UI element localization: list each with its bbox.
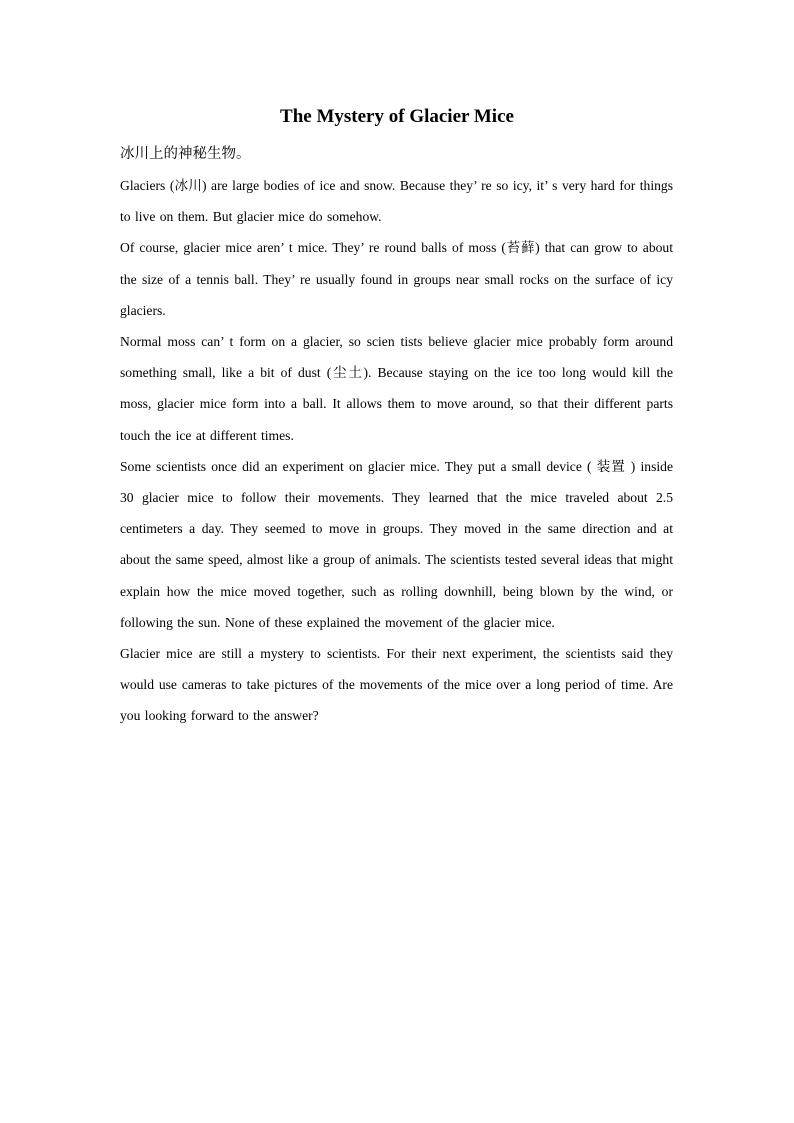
paragraph-5: Glacier mice are still a mystery to scientists. For their next experiment, the scientists said they would use cameras to take pictures of the movements of the mice over a long period of time. Are you looking forward to the answer? [120,646,673,724]
paragraph-4: Some scientists once did an experiment on glacier mice. They put a small device ( 装置 ) inside 30 glacier mice to follow their movements. They learned that the mice traveled about 2.5 centimeters a day. They seemed to move in groups. They moved in the same direction and at about the same speed, almost like a group of animals. The scientists tested several ideas that might explain how the mice moved together, such as rolling downhill, being blown by the wind, or following the sun. None of these explained the movement of the glacier mice. [120,458,673,630]
article-body [120,170,673,732]
paragraph-3: Normal moss can’ t form on a glacier, so scien tists believe glacier mice probably form around something small, like a bit of dust (尘土). Because staying on the ice too long would kill the moss, glacier mice form into a ball. It allows them to move around, so that their different parts touch the ice at different times. [120,334,673,443]
page-subtitle: 冰川上的神秘生物。 [120,146,251,162]
paragraph-2: Of course, glacier mice aren’ t mice. They’ re round balls of moss (苔藓) that can grow to about the size of a tennis ball. They’ re usually found in groups near small rocks on the surface of icy glaciers. [120,240,673,318]
page-title: The Mystery of Glacier Mice [280,106,514,127]
paragraph-1: Glaciers (冰川) are large bodies of ice and snow. Because they’ re so icy, it’ s very hard for things to live on them. But glacier mice do somehow. [120,178,673,225]
